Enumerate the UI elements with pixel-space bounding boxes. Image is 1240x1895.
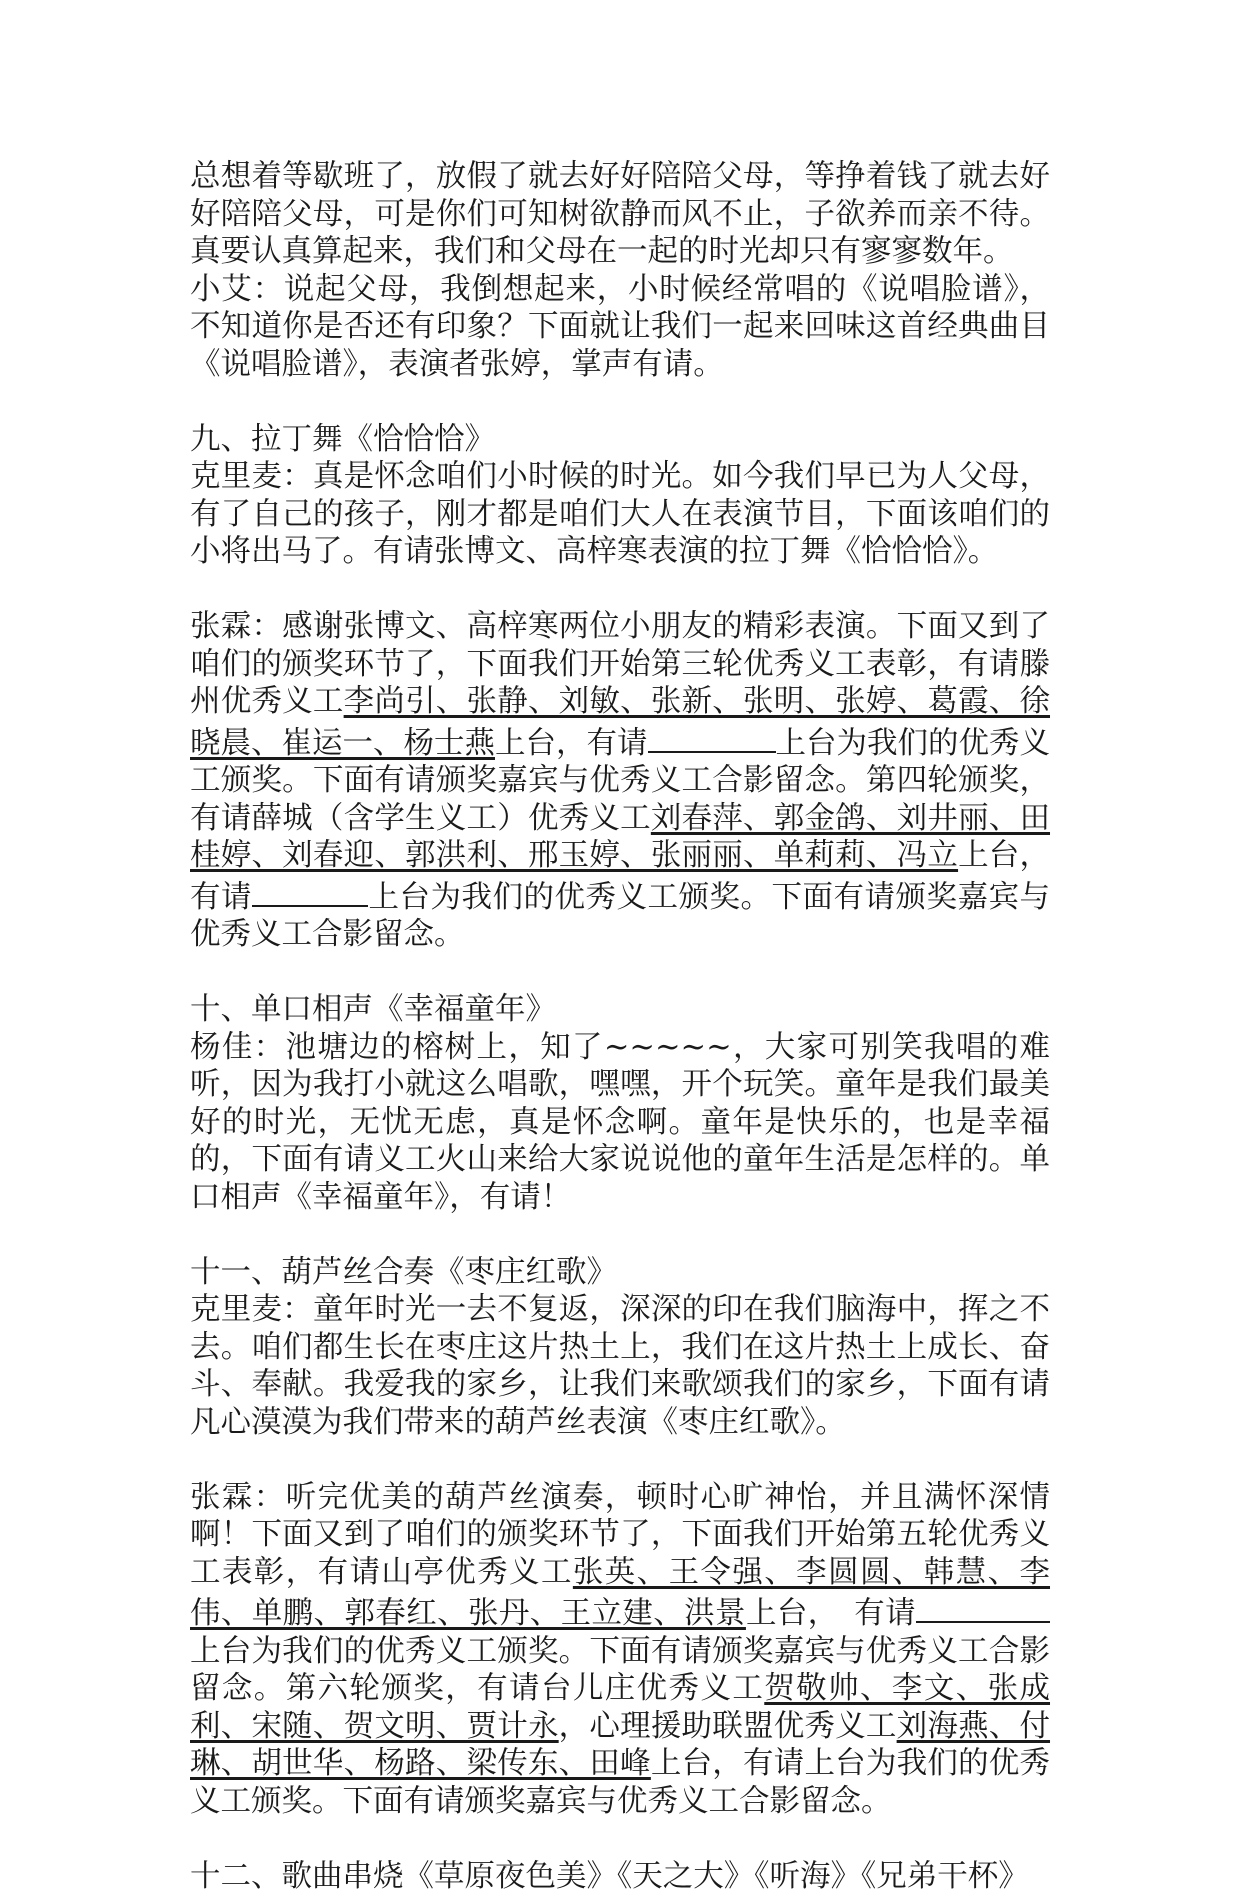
volunteer-names-shanting: 张英、王令强、李圆圆、韩慧、李伟、单鹏、郭春红、张丹、王立建、洪景 [190, 1555, 1050, 1632]
text-segment: 上台，有请 [190, 838, 1050, 915]
text-segment: 上台为我们的优秀义工颁奖。下面有请颁奖嘉宾与优秀义工合影留念。第四轮颁奖，有请薛城（含学生义工）优秀义工 [190, 726, 1050, 836]
text-segment: 张霖：感谢张博文、高梓寒两位小朋友的精彩表演。下面又到了咱们的颁奖环节了，下面我们开始第三轮优秀义工表彰，有请滕州优秀义工 [190, 609, 1050, 719]
fill-in-blank [916, 1591, 1050, 1623]
paragraph-yangjia: 杨佳：池塘边的榕树上，知了~~~~~，大家可别笑我唱的难听，因为我打小就这么唱歌，嘿嘿，开个玩笑。童年是我们最美好的时光，无忧无虑，真是怀念啊。童年是快乐的，也是幸福的，下面有请义工火山来给大家说说他的童年生活是怎样的。单口相声《幸福童年》，有请！ [190, 1029, 1050, 1217]
text-segment: 上台，有请 [495, 726, 648, 761]
fill-in-blank [252, 875, 368, 907]
paragraph-xiaoai: 小艾：说起父母，我倒想起来，小时候经常唱的《说唱脸谱》，不知道你是否还有印象？下面就让我们一起来回味这首经典曲目《说唱脸谱》，表演者张婷，掌声有请。 [190, 271, 1050, 384]
text-segment: 上台， 有请 [746, 1596, 916, 1631]
spacer [190, 954, 1050, 992]
section-heading-9: 九、拉丁舞《恰恰恰》 [190, 421, 1050, 459]
text-segment: 张霖：听完优美的葫芦丝演奏，顿时心旷神怡，并且满怀深情啊！下面又到了咱们的颁奖环节了，下面我们开始第五轮优秀义工表彰，有请山亭优秀义工 [190, 1480, 1050, 1590]
spacer [190, 383, 1050, 421]
paragraph-kelimai-2: 克里麦：童年时光一去不复返，深深的印在我们脑海中，挥之不去。咱们都生长在枣庄这片热土上，我们在这片热土上成长、奋斗、奉献。我爱我的家乡，让我们来歌颂我们的家乡，下面有请凡心漠漠为我们带来的葫芦丝表演《枣庄红歌》。 [190, 1291, 1050, 1441]
fill-in-blank [648, 721, 776, 753]
paragraph-kelimai-1: 克里麦：真是怀念咱们小时候的时光。如今我们早已为人父母，有了自己的孩子，刚才都是咱们大人在表演节目，下面该咱们的小将出马了。有请张博文、高梓寒表演的拉丁舞《恰恰恰》。 [190, 458, 1050, 571]
volunteer-names-tengzhou: 李尚引、张静、刘敏、张新、张明、张婷、葛霞、徐晓晨、崔运一、杨士燕 [190, 684, 1050, 761]
text-segment: 上台，有请上台为我们的优秀义工颁奖。下面有请颁奖嘉宾与优秀义工合影留念。 [190, 1746, 1050, 1819]
text-segment: 上台为我们的优秀义工颁奖。下面有请颁奖嘉宾与优秀义工合影留念。 [190, 880, 1050, 953]
volunteer-names-xuecheng: 刘春萍、郭金鸽、刘井丽、田桂婷、刘春迎、郭洪利、邢玉婷、张丽丽、单莉莉、冯立 [190, 801, 1050, 874]
volunteer-names-taierzhuang: 贺敬帅、李文、张成利、宋随、贺文明、贾计永 [190, 1671, 1050, 1744]
text-segment: 上台为我们的优秀义工颁奖。下面有请颁奖嘉宾与优秀义工合影留念。第六轮颁奖，有请台儿庄优秀义工 [190, 1634, 1050, 1707]
section-heading-10: 十、单口相声《幸福童年》 [190, 991, 1050, 1029]
paragraph-award-round-5-6 [190, 1479, 1050, 1821]
spacer [190, 1441, 1050, 1479]
paragraph-award-round-3-4 [190, 608, 1050, 954]
volunteer-names-psych-aid: 刘海燕、付琳、胡世华、杨路、梁传东、田峰 [190, 1709, 1050, 1782]
spacer [190, 1820, 1050, 1858]
spacer [190, 571, 1050, 609]
section-heading-11: 十一、葫芦丝合奏《枣庄红歌》 [190, 1254, 1050, 1292]
paragraph-parents: 总想着等歇班了，放假了就去好好陪陪父母，等挣着钱了就去好好陪陪父母，可是你们可知树欲静而风不止，子欲养而亲不待。真要认真算起来，我们和父母在一起的时光却只有寥寥数年。 [190, 158, 1050, 271]
section-heading-12: 十二、歌曲串烧《草原夜色美》《天之大》《听海》《兄弟干杯》 [190, 1858, 1050, 1895]
spacer [190, 1216, 1050, 1254]
text-segment: ，心理援助联盟优秀义工 [559, 1709, 897, 1744]
